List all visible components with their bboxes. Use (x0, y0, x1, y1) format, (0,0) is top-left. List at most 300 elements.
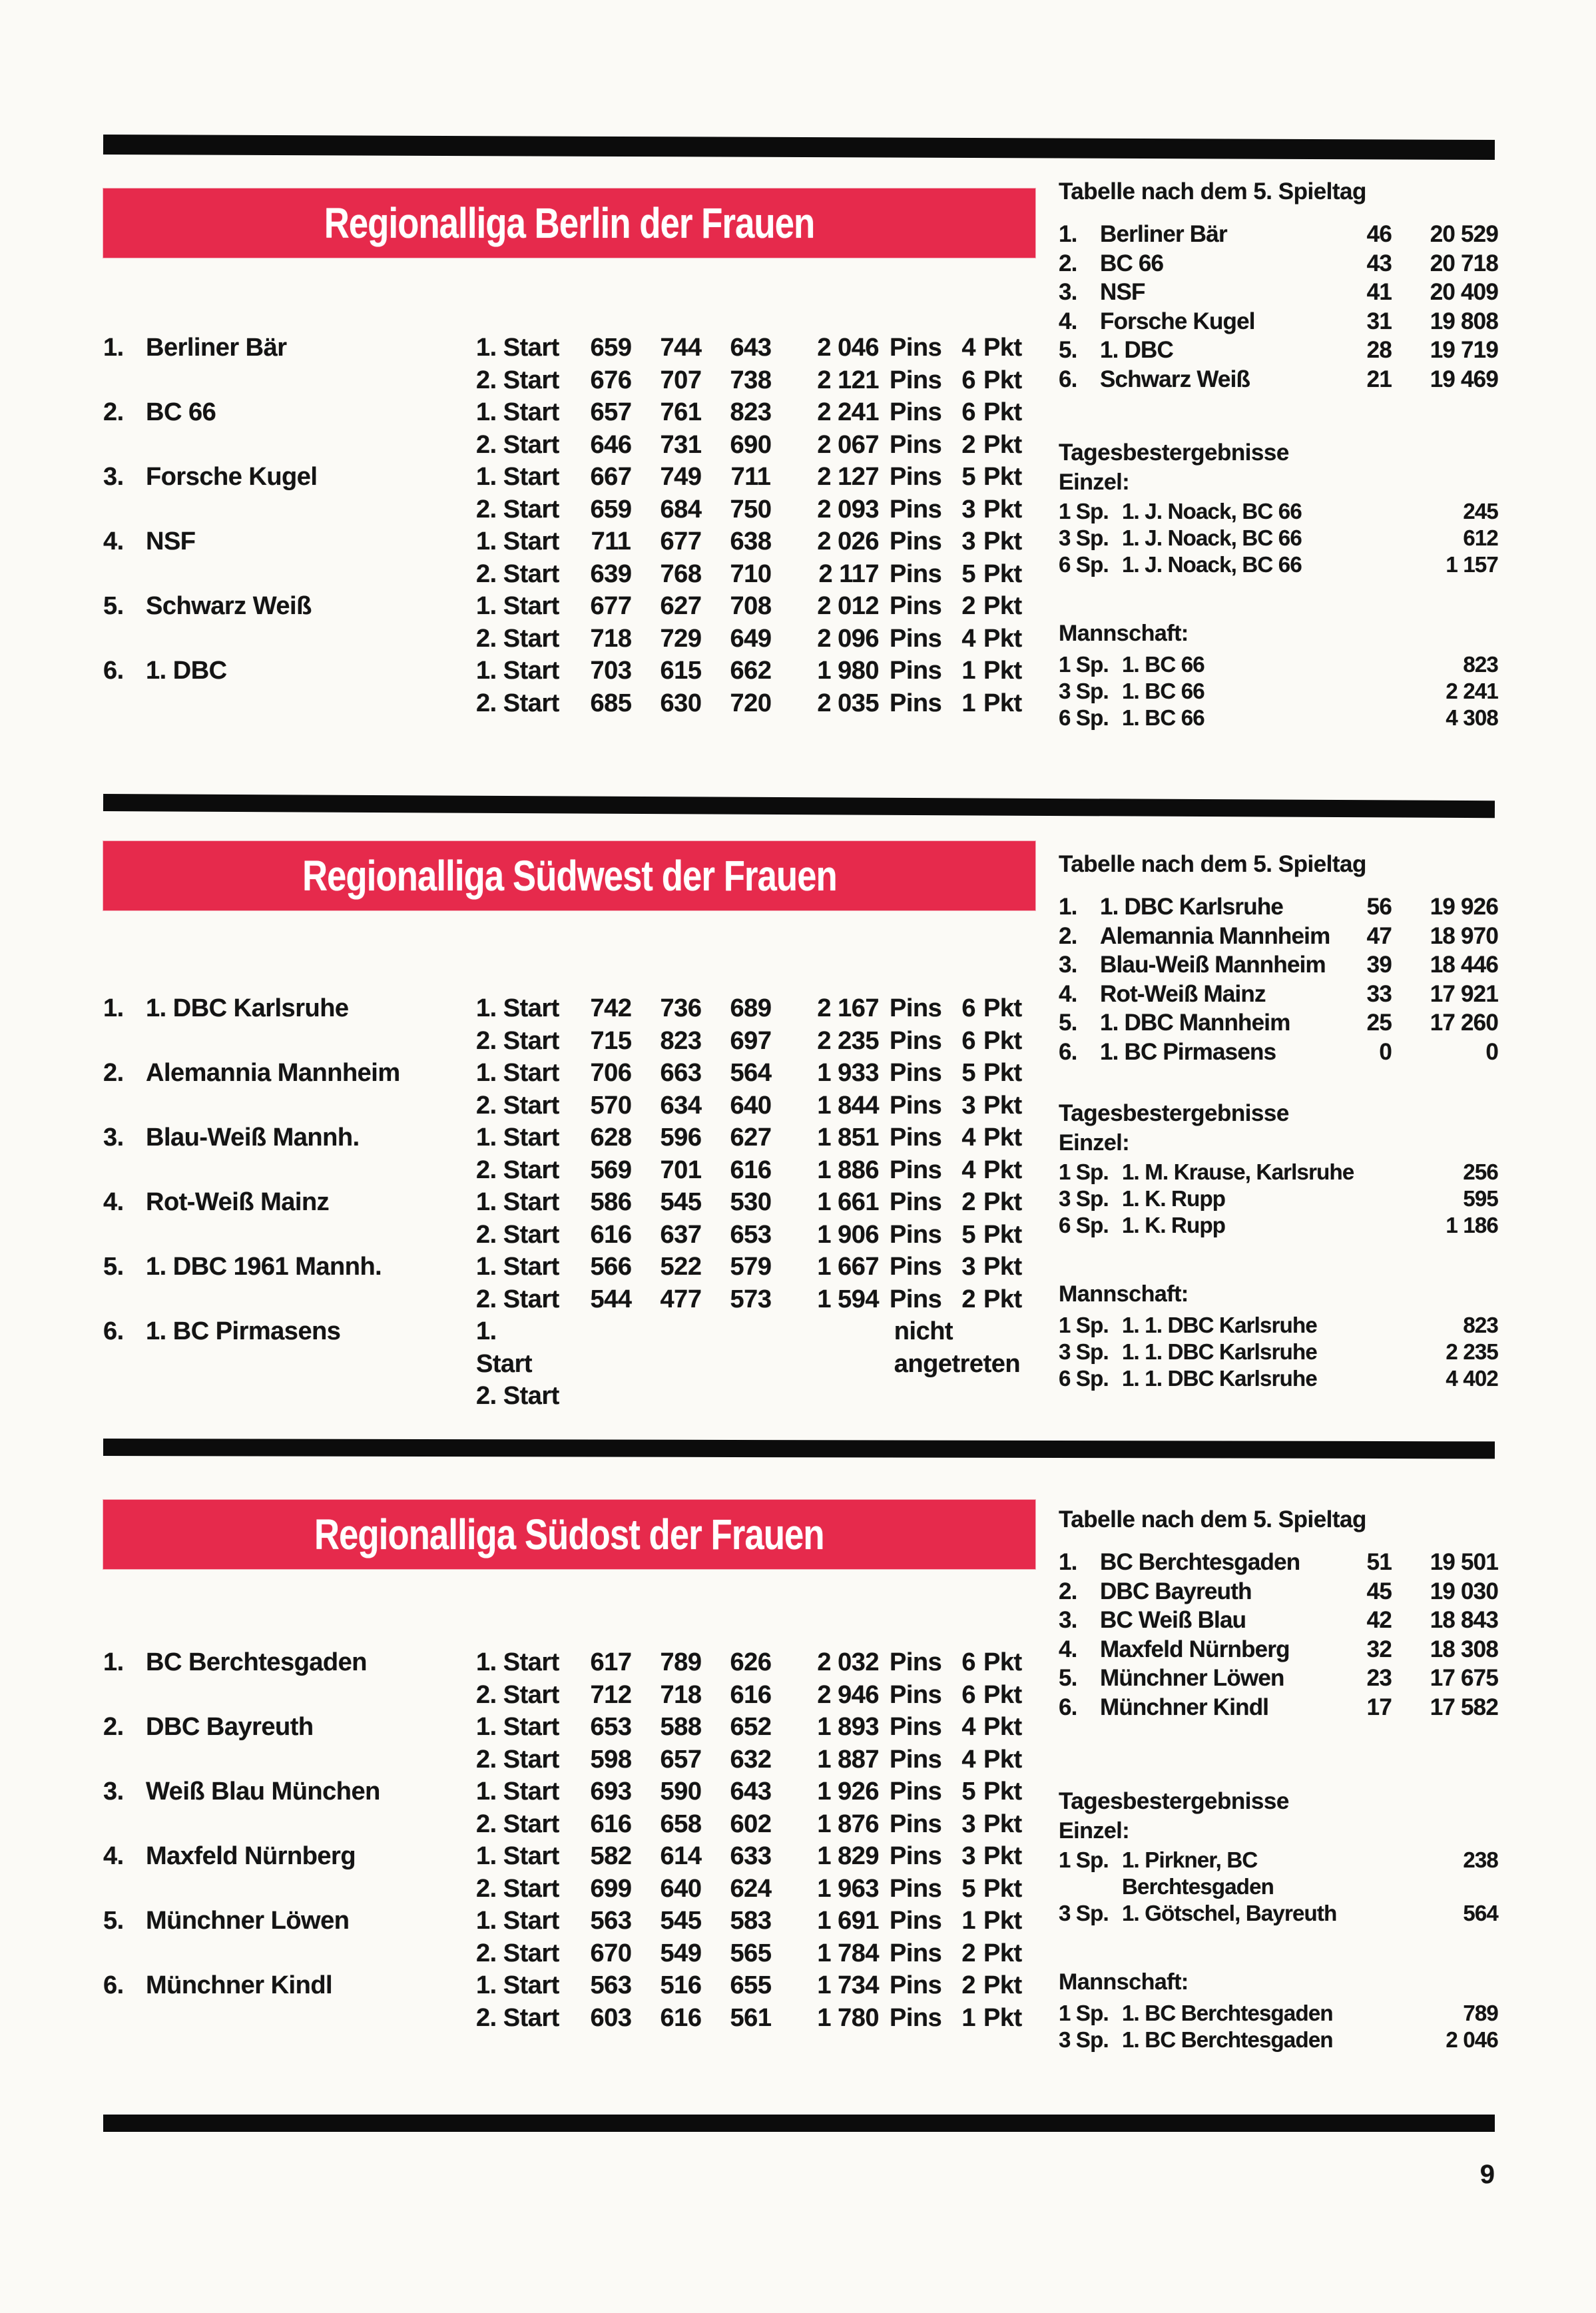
game3-score: 626 (730, 1648, 772, 1676)
game2-score: 749 (660, 463, 702, 491)
team-row (103, 1711, 1035, 1776)
points-value: 5 (961, 1059, 975, 1087)
best-value: 256 (1463, 1159, 1498, 1184)
start-result-row (476, 1969, 1035, 2002)
points-value: 6 (961, 366, 975, 394)
best-value: 4 402 (1446, 1366, 1498, 1391)
team-rank: 2. (103, 398, 124, 426)
pins-label: Pins (890, 495, 942, 523)
team-name: Rot-Weiß Mainz (146, 1188, 330, 1216)
standing-pins: 19 469 (1430, 366, 1498, 392)
game2-score: 477 (660, 1285, 702, 1313)
game1-score: 693 (590, 1778, 632, 1806)
best-sp-label: 6 Sp. (1059, 552, 1109, 577)
standings-table (1059, 1506, 1498, 1722)
no-show-note (1029, 1711, 1034, 1744)
start-label: 2. Start (476, 1285, 559, 1313)
game1-score: 617 (590, 1648, 632, 1676)
game1-score: 667 (590, 463, 632, 491)
game1-score: 570 (590, 1091, 632, 1120)
points-value: 2 (961, 1939, 975, 1967)
best-value: 2 241 (1446, 679, 1498, 703)
team-start-results (476, 1776, 1035, 1840)
game1-score: 657 (590, 398, 632, 426)
best-value: 238 (1463, 1847, 1498, 1872)
standing-points: 46 (1366, 221, 1392, 247)
best-sp-label: 1 Sp. (1059, 1313, 1109, 1337)
game3-score: 624 (730, 1874, 772, 1903)
game1-score: 563 (590, 1971, 632, 1999)
best-single-row (1059, 1847, 1498, 1900)
standing-rank: 6. (1059, 366, 1077, 392)
best-sp-label: 1 Sp. (1059, 1847, 1109, 1872)
game1-score: 616 (590, 1220, 632, 1249)
game3-score: 708 (730, 592, 772, 620)
standing-rank: 2. (1059, 1578, 1077, 1604)
total-pins: 2 093 (817, 495, 879, 523)
pins-label: Pins (890, 1059, 942, 1087)
standing-pins: 20 718 (1430, 250, 1498, 276)
points-value: 3 (961, 1253, 975, 1281)
game3-score: 583 (730, 1907, 772, 1935)
best-player: 1. J. Noack, BC 66 (1122, 499, 1302, 523)
team-rank: 1. (103, 334, 124, 362)
best-team: 1. 1. DBC Karlsruhe (1122, 1366, 1317, 1391)
game2-score: 684 (660, 495, 702, 523)
game1-score: 699 (590, 1874, 632, 1903)
game1-score: 703 (590, 657, 632, 685)
best-player: 1. J. Noack, BC 66 (1122, 525, 1302, 550)
standing-team: 1. BC Pirmasens (1100, 1038, 1276, 1065)
points-value: 1 (961, 2003, 975, 2032)
team-rank: 5. (103, 592, 124, 620)
standing-pins: 0 (1485, 1038, 1498, 1065)
einzel-label: Einzel: (1059, 1818, 1130, 1843)
points-value: 2 (961, 1971, 975, 1999)
points-value: 1 (961, 657, 975, 685)
game2-score: 701 (660, 1156, 702, 1184)
best-sp-label: 1 Sp. (1059, 499, 1109, 523)
total-pins: 1 784 (817, 1939, 879, 1967)
pins-label: Pins (890, 1285, 942, 1313)
standings-row (1059, 1606, 1498, 1635)
standing-team: DBC Bayreuth (1100, 1578, 1252, 1604)
start-label: 2. Start (476, 1382, 559, 1410)
team-name: Blau-Weiß Mannh. (146, 1124, 360, 1152)
game2-score: 736 (660, 994, 702, 1022)
standing-points: 51 (1366, 1549, 1392, 1575)
standing-points: 43 (1366, 250, 1392, 276)
total-pins: 1 661 (817, 1188, 879, 1216)
best-sp-label: 3 Sp. (1059, 1186, 1109, 1211)
game1-score: 646 (590, 430, 632, 459)
game1-score: 582 (590, 1842, 632, 1870)
standing-pins: 19 926 (1430, 894, 1498, 920)
team-rank: 4. (103, 527, 124, 555)
total-pins: 2 117 (818, 559, 879, 588)
total-pins: 1 844 (817, 1091, 879, 1120)
best-sp-label: 6 Sp. (1059, 705, 1109, 730)
pins-label: Pins (890, 1253, 942, 1281)
total-pins: 1 667 (817, 1253, 879, 1281)
start-result-row (476, 1937, 1035, 1970)
pkt-label: Pkt (983, 1810, 1022, 1838)
game3-score: 602 (730, 1810, 772, 1838)
game1-score: 616 (590, 1810, 632, 1838)
pins-label: Pins (890, 1778, 942, 1806)
standing-points: 21 (1366, 366, 1392, 392)
points-value: 6 (961, 1680, 975, 1709)
standing-rank: 6. (1059, 1694, 1077, 1720)
game3-score: 643 (730, 1778, 772, 1806)
game3-score: 632 (730, 1745, 772, 1774)
standing-rank: 4. (1059, 980, 1077, 1007)
team-name-cell (103, 1840, 476, 1873)
best-value: 595 (1463, 1186, 1498, 1211)
mannschaft-rows (1059, 2000, 1498, 2053)
pins-label: Pins (890, 1124, 942, 1152)
pins-label: Pins (890, 334, 942, 362)
pkt-label: Pkt (983, 1188, 1022, 1216)
pkt-label: Pkt (983, 398, 1022, 426)
points-value: 3 (961, 1810, 975, 1838)
pkt-label: Pkt (983, 334, 1022, 362)
game1-score: 677 (590, 592, 632, 620)
team-results-list (103, 1646, 1035, 2034)
standing-points: 47 (1366, 922, 1392, 949)
start-result-row (476, 1744, 1035, 1776)
start-result-row (476, 2002, 1035, 2035)
pkt-label: Pkt (983, 430, 1022, 459)
team-name: BC Berchtesgaden (146, 1648, 367, 1676)
game2-score: 658 (660, 1810, 702, 1838)
game3-score: 653 (730, 1220, 772, 1249)
total-pins: 2 235 (817, 1026, 879, 1055)
standing-pins: 17 675 (1430, 1665, 1498, 1691)
points-value: 5 (961, 463, 975, 491)
team-start-results (476, 1905, 1035, 1969)
team-rank: 5. (103, 1253, 124, 1281)
best-value: 2 046 (1446, 2027, 1498, 2052)
points-value: 1 (961, 689, 975, 717)
pkt-label: Pkt (983, 463, 1022, 491)
pins-label: Pins (890, 430, 942, 459)
team-row (103, 1969, 1035, 2034)
game2-score: 590 (660, 1778, 702, 1806)
team-name: Berliner Bär (146, 334, 287, 362)
pkt-label: Pkt (983, 527, 1022, 555)
league-title: Regionalliga Berlin der Frauen (324, 199, 815, 247)
standing-points: 23 (1366, 1665, 1392, 1691)
game1-score: 706 (590, 1059, 632, 1087)
game1-score: 586 (590, 1188, 632, 1216)
pkt-label: Pkt (983, 1971, 1022, 1999)
pins-label: Pins (890, 624, 942, 653)
start-label: 1. Start (476, 527, 559, 555)
total-pins: 1 906 (817, 1220, 879, 1249)
best-team: 1. 1. DBC Karlsruhe (1122, 1339, 1317, 1364)
best-player: 1. Pirkner, BC Berchtesgaden (1122, 1847, 1274, 1899)
pkt-label: Pkt (983, 1091, 1022, 1120)
no-show-note (1029, 1776, 1034, 1808)
standing-pins: 20 409 (1430, 279, 1498, 305)
no-show-note (1029, 1679, 1034, 1712)
game3-score: 823 (730, 398, 772, 426)
points-value: 2 (961, 1285, 975, 1313)
start-label: 2. Start (476, 1810, 559, 1838)
pkt-label: Pkt (983, 1220, 1022, 1249)
no-show-note (1029, 1808, 1034, 1841)
no-show-note (1029, 1646, 1034, 1679)
start-label: 1. Start (476, 1253, 559, 1281)
pins-label: Pins (890, 2003, 942, 2032)
game2-score: 596 (660, 1124, 702, 1152)
game2-score: 789 (660, 1648, 702, 1676)
best-team-row (1059, 2027, 1498, 2053)
game2-score: 663 (660, 1059, 702, 1087)
best-player: 1. J. Noack, BC 66 (1122, 552, 1302, 577)
team-rank: 3. (103, 1124, 124, 1152)
game2-score: 634 (660, 1091, 702, 1120)
pins-label: Pins (890, 366, 942, 394)
total-pins: 1 886 (817, 1156, 879, 1184)
game2-score: 630 (660, 689, 702, 717)
game2-score: 522 (660, 1253, 702, 1281)
standing-points: 41 (1366, 279, 1392, 305)
standing-team: Berliner Bär (1100, 221, 1227, 247)
standing-team: NSF (1100, 279, 1145, 305)
pkt-label: Pkt (983, 1124, 1022, 1152)
best-player: 1. Götschel, Bayreuth (1122, 1901, 1337, 1925)
start-label: 1. Start (476, 463, 559, 491)
best-value: 823 (1463, 1313, 1498, 1337)
game2-score: 768 (660, 559, 702, 588)
pkt-label: Pkt (983, 1778, 1022, 1806)
points-value: 4 (961, 624, 975, 653)
game1-score: 603 (590, 2003, 632, 2032)
best-value: 245 (1463, 499, 1498, 523)
best-sp-label: 3 Sp. (1059, 2027, 1109, 2052)
start-label: 1. Start (476, 1648, 559, 1676)
game3-score: 720 (730, 689, 772, 717)
best-sp-label: 3 Sp. (1059, 1339, 1109, 1364)
standing-rank: 4. (1059, 308, 1077, 334)
start-label: 2. Start (476, 1874, 559, 1903)
start-result-row (476, 1776, 1035, 1808)
game3-score: 643 (730, 334, 772, 362)
team-rank: 4. (103, 1842, 124, 1870)
pins-label: Pins (890, 1939, 942, 1967)
best-value: 823 (1463, 652, 1498, 677)
game1-score: 676 (590, 366, 632, 394)
league-banner (103, 1500, 1035, 1569)
game1-score: 685 (590, 689, 632, 717)
no-show-note: nicht angetreten (894, 1317, 1021, 1378)
standing-team: 1. DBC Mannheim (1100, 1010, 1290, 1036)
standing-rank: 4. (1059, 1636, 1077, 1662)
start-result-row (476, 1905, 1035, 1937)
points-value: 4 (961, 1124, 975, 1152)
best-team-row (1059, 2000, 1498, 2027)
team-name: Münchner Löwen (146, 1907, 350, 1935)
team-rank: 1. (103, 1648, 124, 1676)
team-name-cell (103, 1646, 476, 1679)
pkt-label: Pkt (983, 559, 1022, 588)
start-label: 1. Start (476, 398, 559, 426)
mannschaft-label: Mannschaft: (1059, 1281, 1189, 1307)
game1-score: 711 (591, 527, 631, 555)
no-show-note (1029, 1937, 1034, 1970)
points-value: 4 (961, 1745, 975, 1774)
pkt-label: Pkt (983, 1648, 1022, 1676)
game1-score: 670 (590, 1939, 632, 1967)
best-player: 1. K. Rupp (1122, 1213, 1226, 1237)
best-heading: Tagesbestergebnisse (1059, 1788, 1289, 1814)
pkt-label: Pkt (983, 366, 1022, 394)
start-label: 2. Start (476, 1091, 559, 1120)
total-pins: 2 012 (817, 592, 879, 620)
standing-pins: 18 970 (1430, 922, 1498, 949)
game3-score: 616 (730, 1680, 772, 1709)
standing-points: 32 (1366, 1636, 1392, 1662)
game3-score: 662 (730, 657, 772, 685)
game3-score: 633 (730, 1842, 772, 1870)
game3-score: 738 (730, 366, 772, 394)
standing-team: Münchner Löwen (1100, 1665, 1284, 1691)
team-name: Weiß Blau München (146, 1778, 380, 1806)
team-name-cell (103, 1776, 476, 1808)
start-label: 2. Start (476, 1680, 559, 1709)
pins-label: Pins (890, 1745, 942, 1774)
team-name: Alemannia Mannheim (146, 1059, 400, 1087)
standing-team: Alemannia Mannheim (1100, 922, 1330, 949)
standing-pins: 20 529 (1430, 221, 1498, 247)
game2-score: 588 (660, 1713, 702, 1741)
standing-rank: 1. (1059, 1549, 1077, 1575)
best-value: 1 186 (1446, 1213, 1498, 1237)
best-sp-label: 1 Sp. (1059, 2001, 1109, 2025)
standing-points: 28 (1366, 337, 1392, 363)
pins-label: Pins (890, 463, 942, 491)
standing-points: 42 (1366, 1607, 1392, 1633)
standing-team: BC Weiß Blau (1100, 1607, 1246, 1633)
standing-rank: 3. (1059, 1607, 1077, 1633)
pins-label: Pins (890, 1188, 942, 1216)
game3-score: 638 (730, 527, 772, 555)
game3-score: 579 (730, 1253, 772, 1281)
game2-score: 729 (660, 624, 702, 653)
start-label: 1. Start (476, 1188, 559, 1216)
standing-team: BC Berchtesgaden (1100, 1549, 1300, 1575)
team-name: Münchner Kindl (146, 1971, 333, 1999)
standings-row (1059, 1664, 1498, 1693)
team-start-results (476, 1840, 1035, 1905)
league-title: Regionalliga Südwest der Frauen (302, 852, 837, 900)
mannschaft-label: Mannschaft: (1059, 621, 1189, 646)
start-label: 1. Start (476, 1713, 559, 1741)
game3-score: 690 (730, 430, 772, 459)
total-pins: 2 127 (817, 463, 879, 491)
pins-label: Pins (890, 527, 942, 555)
start-label: 2. Start (476, 1220, 559, 1249)
points-value: 5 (961, 1874, 975, 1903)
pins-label: Pins (890, 1220, 942, 1249)
game2-score: 823 (660, 1026, 702, 1055)
standing-rank: 6. (1059, 1038, 1077, 1065)
pkt-label: Pkt (983, 1285, 1022, 1313)
start-label: 2. Start (476, 689, 559, 717)
start-result-row (476, 1873, 1035, 1905)
game1-score: 659 (590, 334, 632, 362)
best-heading: Tagesbestergebnisse (1059, 440, 1289, 466)
total-pins: 1 893 (817, 1713, 879, 1741)
start-label: 1. Start (476, 1971, 559, 1999)
standing-pins: 18 446 (1430, 952, 1498, 978)
pins-label: Pins (890, 1026, 942, 1055)
standing-points: 31 (1366, 308, 1392, 334)
start-label: 2. Start (476, 1745, 559, 1774)
total-pins: 1 851 (817, 1124, 879, 1152)
pkt-label: Pkt (983, 1907, 1022, 1935)
standing-points: 33 (1366, 980, 1392, 1007)
start-label: 1. Start (476, 657, 559, 685)
best-team: 1. 1. DBC Karlsruhe (1122, 1313, 1317, 1337)
total-pins: 2 026 (817, 527, 879, 555)
standing-rank: 5. (1059, 1665, 1077, 1691)
mannschaft-label: Mannschaft: (1059, 1969, 1189, 1995)
game1-score: 718 (590, 624, 632, 653)
game3-score: 627 (730, 1124, 772, 1152)
team-rank: 2. (103, 1059, 124, 1087)
pkt-label: Pkt (983, 1842, 1022, 1870)
team-rank: 4. (103, 1188, 124, 1216)
pins-label: Pins (890, 689, 942, 717)
standing-rank: 2. (1059, 250, 1077, 276)
standing-rank: 5. (1059, 1010, 1077, 1036)
standing-points: 0 (1379, 1038, 1392, 1065)
best-value: 564 (1463, 1901, 1498, 1925)
standings-row (1059, 1635, 1498, 1664)
pkt-label: Pkt (983, 1939, 1022, 1967)
game2-score: 616 (660, 2003, 702, 2032)
standing-team: 1. DBC (1100, 337, 1173, 363)
best-team: 1. BC 66 (1122, 705, 1204, 730)
start-label: 1. Start (476, 1907, 559, 1935)
team-row (103, 1646, 1035, 1711)
total-pins: 2 946 (817, 1680, 879, 1709)
standing-points: 25 (1366, 1010, 1392, 1036)
total-pins: 1 829 (817, 1842, 879, 1870)
points-value: 4 (961, 1713, 975, 1741)
game3-score: 655 (730, 1971, 772, 1999)
game2-score: 549 (660, 1939, 702, 1967)
best-sp-label: 3 Sp. (1059, 1901, 1109, 1925)
points-value: 6 (961, 994, 975, 1022)
team-name-cell (103, 1711, 476, 1744)
points-value: 6 (961, 1648, 975, 1676)
best-single-row (1059, 1900, 1498, 1927)
standings-row (1059, 1577, 1498, 1606)
points-value: 3 (961, 495, 975, 523)
game1-score: 628 (590, 1124, 632, 1152)
game3-score: 616 (730, 1156, 772, 1184)
standing-pins: 17 582 (1430, 1694, 1498, 1720)
game1-score: 712 (590, 1680, 632, 1709)
team-name: Forsche Kugel (146, 463, 318, 491)
team-name: 1. DBC 1961 Mannh. (146, 1253, 382, 1281)
start-label: 1. Start (476, 1842, 559, 1870)
team-row (103, 1776, 1035, 1840)
